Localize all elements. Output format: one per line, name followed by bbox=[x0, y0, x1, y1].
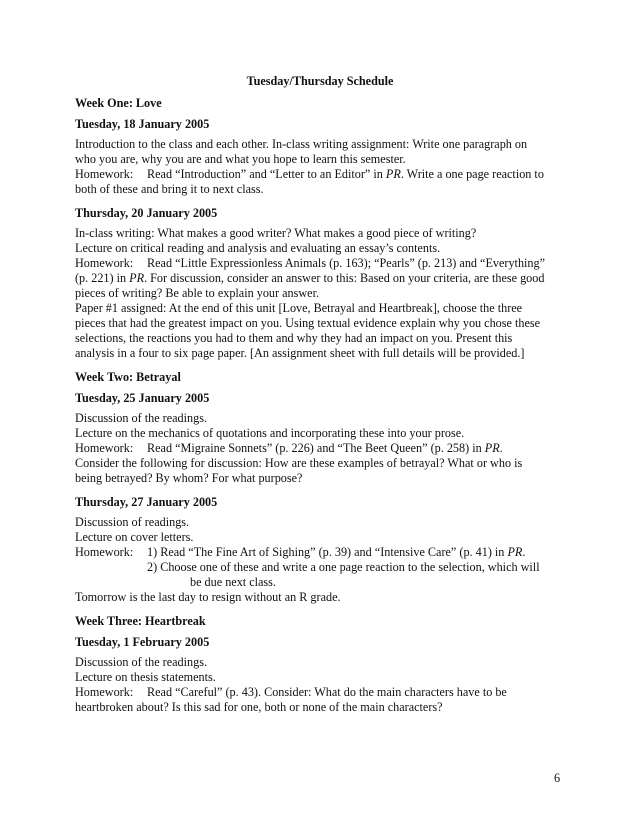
text-line: be due next class. bbox=[190, 575, 276, 589]
text-run: . For discussion, consider an answer to this: Based on your criteria, are these good bbox=[144, 271, 545, 285]
session-tue-18-jan bbox=[75, 117, 565, 197]
text-line: both of these and bring it to next class. bbox=[75, 182, 264, 196]
session-date: Thursday, 20 January 2005 bbox=[75, 206, 218, 220]
homework-label: Homework: bbox=[75, 256, 134, 270]
session-tue-25-jan bbox=[75, 391, 565, 486]
homework-label: Homework: bbox=[75, 545, 134, 559]
text-line: Lecture on the mechanics of quotations and incorporating these into your prose. bbox=[75, 426, 465, 440]
text-run: 1) Read “The Fine Art of Sighing” (p. 39) and “Intensive Care” (p. 41) in bbox=[147, 545, 508, 559]
page-number: 6 bbox=[554, 771, 561, 785]
homework-line bbox=[75, 441, 565, 456]
text-line: selections, the reactions you had to them and why they had an impact on you. Present this bbox=[75, 331, 513, 345]
text-line: Discussion of the readings. bbox=[75, 411, 208, 425]
session-date: Thursday, 27 January 2005 bbox=[75, 495, 218, 509]
text-line: pieces that had the greatest impact on you. Using textual evidence explain why you chose these bbox=[75, 316, 541, 330]
text-line: being betrayed? By whom? For what purpose? bbox=[75, 471, 303, 485]
text-line: 2) Choose one of these and write a one page reaction to the selection, which will bbox=[147, 560, 540, 574]
text-line: heartbroken about? Is this sad for one, both or none of the main characters? bbox=[75, 700, 443, 714]
text-line: Consider the following for discussion: How are these examples of betrayal? What or who is bbox=[75, 456, 523, 470]
text-line: Lecture on thesis statements. bbox=[75, 670, 216, 684]
week-one-heading: Week One: Love bbox=[75, 96, 162, 110]
homework-line bbox=[75, 167, 565, 182]
text-line: Lecture on cover letters. bbox=[75, 530, 194, 544]
text-line: Tomorrow is the last day to resign without an R grade. bbox=[75, 590, 341, 604]
text-run: Read “Introduction” and “Letter to an Editor” in bbox=[147, 167, 386, 181]
homework-label: Homework: bbox=[75, 441, 134, 455]
text-run: . bbox=[499, 441, 503, 455]
text-line: who you are, why you are and what you hope to learn this semester. bbox=[75, 152, 406, 166]
text-run: Read “Careful” (p. 43). Consider: What do the main characters have to be bbox=[147, 685, 507, 699]
document-page bbox=[75, 74, 565, 724]
text-line: analysis in a four to six page paper. [An assignment sheet with full details will be provided.] bbox=[75, 346, 525, 360]
book-abbrev: PR bbox=[484, 441, 500, 455]
homework-line bbox=[75, 256, 565, 271]
book-abbrev: PR bbox=[385, 167, 401, 181]
text-line: Introduction to the class and each other. In-class writing assignment: Write one paragraph on bbox=[75, 137, 528, 151]
text-line: Discussion of readings. bbox=[75, 515, 190, 529]
text-run: Read “Little Expressionless Animals (p. 163); “Pearls” (p. 213) and “Everything” bbox=[147, 256, 546, 270]
homework-line bbox=[75, 685, 565, 700]
session-tue-1-feb bbox=[75, 635, 565, 715]
homework-line bbox=[75, 545, 565, 560]
homework-label: Homework: bbox=[75, 167, 134, 181]
text-line: Paper #1 assigned: At the end of this unit [Love, Betrayal and Heartbreak], choose the three bbox=[75, 301, 523, 315]
week-two-heading: Week Two: Betrayal bbox=[75, 370, 181, 384]
week-three-heading: Week Three: Heartbreak bbox=[75, 614, 206, 628]
text-run: Read “Migraine Sonnets” (p. 226) and “The Beet Queen” (p. 258) in bbox=[147, 441, 485, 455]
schedule-title: Tuesday/Thursday Schedule bbox=[246, 74, 394, 88]
text-line: Discussion of the readings. bbox=[75, 655, 208, 669]
text-run: . Write a one page reaction to bbox=[400, 167, 544, 181]
text-line: pieces of writing? Be able to explain your answer. bbox=[75, 286, 320, 300]
text-run: . bbox=[522, 545, 526, 559]
text-line: In-class writing: What makes a good writer? What makes a good piece of writing? bbox=[75, 226, 477, 240]
session-date: Tuesday, 25 January 2005 bbox=[75, 391, 210, 405]
session-thu-27-jan bbox=[75, 495, 565, 605]
book-abbrev: PR bbox=[507, 545, 523, 559]
homework-label: Homework: bbox=[75, 685, 134, 699]
text-run: (p. 221) in bbox=[75, 271, 130, 285]
book-abbrev: PR bbox=[129, 271, 145, 285]
text-line bbox=[75, 271, 565, 286]
text-line: Lecture on critical reading and analysis and evaluating an essay’s contents. bbox=[75, 241, 441, 255]
session-thu-20-jan bbox=[75, 206, 565, 361]
session-date: Tuesday, 1 February 2005 bbox=[75, 635, 210, 649]
session-date: Tuesday, 18 January 2005 bbox=[75, 117, 210, 131]
